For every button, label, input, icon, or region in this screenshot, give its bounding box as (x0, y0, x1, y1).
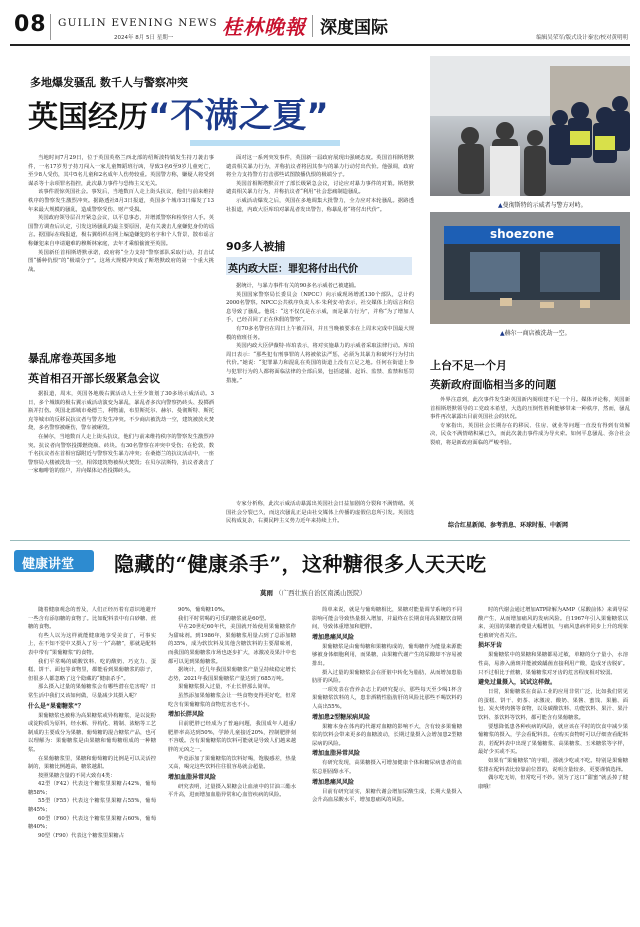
headline-quote: “不满之夏” (148, 96, 329, 136)
subheading: 增加患痛风风险 (312, 778, 355, 786)
masthead (0, 0, 640, 48)
editor-credits: 编辑吴荣军/版式设计秦宏/校对黄明明 (536, 35, 628, 41)
paragraph: 如果有“果葡糖浆”的字眼，那就少吃或不吃。特别是果葡糖浆排在配料表比较靠前位置的，说明含量较多，更要谨慎选择。 (478, 757, 628, 773)
health-label-badge (14, 550, 94, 572)
paragraph: 英国首相斯塔默召开了部长级紧急会议，讨论应对暴力事件的对策。斯塔默谴责相关暴力行为，并称抗议者“利用”社会悲痛制造骚乱。 (226, 180, 414, 196)
subheading: 损坏牙齿 (478, 642, 503, 650)
paragraph: 偶尔吃无妨，但常吃可不妙。别为了这口“甜蜜”就丢掉了健康哦！ (478, 775, 628, 790)
subheading: 增加患痛风风险 (312, 633, 355, 641)
paragraph: 据统计，与暴力事件有关的90多名示威者已被逮捕。 (236, 283, 360, 289)
paragraph: 55型（F55）代表这个糖浆里果糖占55%，葡萄糖45%； (28, 798, 156, 814)
paragraph: 有些人以为这样就能健康地享受美食了，可事实上，在不知不觉中又摄入了另一个“高糖”，那就是配料表中带有“果葡糖浆”的食物。 (28, 632, 156, 656)
paragraph: 摄入过量的果葡糖浆会在肝脏中转化为脂肪，从而增加患脂肪肝的风险。 (312, 669, 462, 685)
subhead-riots: 暴乱席卷英国多地 (28, 352, 116, 365)
health-byline (260, 588, 366, 597)
health-column-4 (478, 606, 628, 918)
subheading: 增加患2型糖尿病风险 (312, 713, 371, 721)
logo-divider (312, 15, 313, 37)
headline-underline (190, 140, 340, 146)
headline-main: 英国经历 (28, 100, 148, 135)
page-number: 08 (14, 12, 47, 37)
paragraph: 英国国家警察局长委员会（NPCC）向示威现场增派130个部队，总计约2000名警察。NPCC公共秩序负责人本·朱利安·哈表示，社交媒体上的谣言和信息导致了骚乱。他说：“这不仅仅是在示威，而是暴力行为”，并称“为了增加人手，已经召回了正在休假的警察”。 (226, 291, 414, 324)
paragraph: 专家指出，英国社会长期存在的移民、住房、就业等问题一直没有得到有效解决，民众不满情绪积累已久，而此次袭击事件成为导火索。如何平息骚乱、弥合社会裂痕，将是新政府面临的严峻考验。 (430, 422, 630, 446)
photo2-caption-text: 赫尔一商店被洗劫一空。 (504, 330, 571, 337)
caption-arrow-icon: ▲ (500, 330, 505, 337)
paragraph: 外界注意到，此次事件发生距英国新内阁组建不足一个月。媒体评论称，英国新首相斯塔默领导的工党政本希望，大选的压倒性胜利能够带来一种秩序，然而，骚乱事件再次暴露出目前英国社会的状况。 (430, 397, 630, 421)
lead-headline (28, 96, 329, 138)
issue-date: 2024年 8月 5日 星期一 (114, 35, 174, 41)
caption-arrow-icon: ▲ (498, 202, 503, 209)
subheading: 什么是“果葡糖浆”？ (28, 702, 84, 710)
lead-column-1b (28, 390, 214, 558)
health-column-3 (312, 606, 462, 918)
paragraph: 我们平时常喝的可乐的糖浆就是60型。 (178, 615, 270, 622)
paragraph: 果糖本身在体内的代谢对血糖的影响不大，含有较多果葡糖浆的饮料会带来更多的血糖波动，长期过量摄入会增加患2型糖尿病的风险。 (312, 723, 462, 747)
masthead-rule (10, 44, 630, 46)
paragraph: 要想降低患各种疾病的风险，就应该在平时的饮食中减少果葡糖浆的摄入，学会看配料表。在购买食物时可以仔细查看配料表，若配料表中出现了果葡糖浆、高果糖浆、玉米糖浆等字样，最好少买或不买。 (478, 723, 628, 756)
paragraph: 有研究发现，高果糖摄入可增加健康个体和糖尿病患者的血浆总胆固醇水平。 (312, 760, 462, 775)
subhead-new-government-b: 英新政府面临相当多的问题 (430, 379, 556, 391)
subhead-arrests: 90多人被捕 (226, 240, 286, 253)
paragraph: 当地时间7月29日，位于英国英格兰西北部的绍斯波特镇发生持刀袭击事件，一名17岁男子持刀闯入一家儿童舞蹈班行凶，导致3名6至9岁儿童死亡，至少8人受伤，其中5名儿童和2名成年人伤势较重。英国警方称，嫌疑人将受到谋杀等十余项罪名指控，此次暴力事件与恐怖主义无关。 (28, 155, 214, 187)
paragraph: 日常，果葡糖浆在食品工业的应用非常广泛，比如我们常见的蛋糕、饼干、奶茶、冰激凌、酸奶、果酱、蜜饯、果脯、面包、炭火烤肉酱等食物，以及碳酸饮料、功能饮料、果汁、果汁饮料、茶饮料等饮料，都可能含有果葡糖浆。 (478, 689, 628, 721)
masthead-divider (50, 14, 51, 40)
paragraph: 果葡糖浆摄入过量，不止长胖那么简单。 (178, 684, 274, 691)
paragraph: 目前有研究证实，果糖代谢会增加尿酸生成，长期大量摄入会升高血尿酸水平，增加患痛风的风险。 (312, 788, 462, 804)
storefront-sign: shoezone (490, 227, 554, 241)
photo-hull-store (430, 212, 630, 324)
paragraph: 据报道，周末，英国各地极右翼活动人士至少策划了30多场示威活动。3日，多个城镇的极右翼示威活动演变为暴乱，暴乱者多次向警察扔砖头、投掷酒瓶并打伤。英国北部城市桑德兰，利物浦，布里斯托尔、赫尔、曼彻斯特、斯托克等城市的反移民抗议者与警方发生冲突。不少商店被洗劫一空，建筑被放火焚烧，多名警察被砸伤，警车被砸毁。 (28, 391, 214, 432)
health-headline: 隐藏的“健康杀手”，这种糖很多人天天吃 (114, 552, 487, 576)
paragraph: 果葡糖浆中的果糖和果糖都易过敏，单糖的分子量小，水溶性高，易渗入菌斑并能被致龋菌直接利用产酸，造成牙齿脱矿。只不过相比于蔗糖，果葡糖浆对牙齿的危害程度相对较弱。 (478, 652, 628, 676)
subheading: 增加血脂异常风险 (168, 773, 217, 781)
paragraph: 专家分析称，此次示威活动暴露出英国社会日益加剧的分裂和不满情绪。英国社会分裂已久，而这次骚乱正是由社交媒体上传播的虚假信息所引发。英国选民构成复杂，右翼民粹主义势力近年来持续上升。 (226, 501, 414, 525)
paragraph: 简单来说，就是与葡萄糖相比，果糖对能量调节系统的不同影响可能会导致热量摄入增加，并最终在长期食用高果糖饮食期间，导致体重增加和肥胖。 (312, 607, 462, 631)
paragraph: 果葡糖浆也被称为高果糖浆或异构糖浆，是以淀粉或淀粉质为原料，经水解、异构化、精制、浓缩等工艺制成的主要成分为果糖、葡萄糖的混合糖浆产品，也可以理解为：果葡糖浆是由果糖和葡萄糖组成的一种糖浆。 (28, 712, 156, 753)
paragraph: 时的代谢会通过增加ATP降解为AMP（尿酸前体）来调导尿酸产生，从而增加痛风的发病风险。自1967年引入果葡糖浆以来，美国的果糖消费量大幅增加，与痛风患病率同步上升的现象也被研究者关注。 (478, 607, 628, 639)
health-label: 健康讲堂 (22, 557, 75, 572)
photo2-caption (500, 328, 571, 337)
paragraph: 在果葡糖浆里，果糖和葡萄糖的比例是可以灵活控制的，果糖比例越高，糖浆越甜。 (28, 755, 156, 771)
health-column-1 (28, 606, 156, 918)
news-sources: 综合红星新闻、参考消息、环球时报、中新网 (448, 522, 569, 529)
lead-column-2b (226, 282, 414, 500)
paragraph: 有70多名警官在周日上午被召回，并且当晚被要求在上周末完成中国最大规模的值班任务。 (226, 325, 414, 341)
subhead-home-secretary-text: 英内政大臣：罪犯将付出代价 (228, 264, 358, 275)
section-divider (10, 540, 630, 541)
lead-column-1 (28, 154, 214, 344)
paragraph: 90型（F90）代表这个糖浆里果糖占 (38, 832, 125, 839)
subheading: 避免过量摄入，试试这样做。 (478, 679, 557, 687)
health-column-2 (168, 606, 296, 918)
paper-logo: 桂林晚報 (222, 15, 306, 39)
paragraph: 42型（F42）代表这个糖浆里果糖占42%，葡萄糖58%； (28, 781, 156, 796)
paragraph: 在赫尔，当地数百人走上街头抗议，他们与前来维持秩序的警察发生激烈冲突。抗议者向警察投掷燃烧瓶、砖块。有30名警察在冲突中受伤；在伦敦，数千名抗议者在首相官邸附近与警察发生暴力冲突；在桑德兰的抗议活动中，一座警察局大楼被洗劫一空，相邻建筑物被纵火焚毁；在贝尔法斯特，抗议者袭击了一家咖啡馆的窗户，并向媒体记者投掷砖头。 (28, 433, 214, 475)
byline-org: （广西壮族自治区南溪山医院） (275, 589, 367, 597)
paragraph: 英国新任首相斯塔默承诺，政府将“全力支持”警察部队采取行动，打击试图“播种仇恨”的“极端分子”。这场大规模冲突成了斯塔默政府的第一个重大挑战。 (28, 249, 214, 273)
byline-author: 莫雨 (260, 589, 273, 597)
paragraph: 该事件震惊英国社会。事发后，当地数百人走上街头抗议，他们与前来维持秩序的警察发生激烈冲突。据路透社8月3日报道，英国多个城市3日爆发了13年来最大规模的骚乱，造成警察受伤、财产受损。 (28, 189, 214, 213)
paragraph: 英国内政大臣伊薇特·库珀表示，将对实施暴力的示威者采取法律行动。库珀周日表示：“那些犯有刑事罪的人将被依法严惩，必须为其暴力和破坏行为付出代价。”她说：“犯罪暴力和混乱在英国的街道上没有立足之地。任何在街道上参与犯罪行为的人都将面临法律的全部后果，包括逮捕、起诉、监禁、监禁和惩罚措施。” (226, 343, 414, 384)
riot-police-image (430, 56, 630, 196)
subhead-home-secretary (226, 257, 412, 275)
photo1-caption-text: 曼彻斯特的示威者与警方对峙。 (502, 202, 587, 209)
paragraph: 90%，葡萄糖10%。 (178, 607, 229, 613)
photo1-caption (498, 200, 587, 209)
paragraph: 研究表明，过量摄入果糖会让血液中的甘油三酯水平升高，进而增加血脂异常和心血管疾病的风险。 (168, 783, 296, 799)
paragraph: 那么摄入过量的果葡糖浆会有哪些潜在危害呢？日常生活中我们又该如何做，尽量减少其摄入呢？ (28, 684, 156, 699)
paragraph: 目前肥胖已经成为了普遍问题，我国成年人超重/肥胖率高达到50%，学龄儿童接近20%，控制肥胖刻不容缓。含有果葡糖浆的饮料可能就是导致人们越来越胖的元凶之一。 (168, 721, 296, 753)
photo-manchester-clash (430, 56, 630, 196)
section-title: 深度国际 (320, 18, 388, 38)
health-banner (14, 546, 630, 586)
paragraph: 随着健康观念的普及，人们正经历着有意识地避开一些含有添加糖的食物了。比如配料表中有白砂糖、蔗糖的食物。 (28, 607, 156, 631)
paper-english-name: GUILIN EVENING NEWS (58, 17, 218, 29)
paragraph: 据统计，近几年我国果葡糖浆产量呈持续稳定增长态势，2021年我国果葡糖浆产量达到了685万吨。 (168, 667, 296, 682)
paragraph: 一项发表在营养杂志上的研究提示，那些每天至少喝1杯含果葡糖浆饮料的人，患非酒精性脂肪肝的风险比那些不喝饮料的人高出55%。 (312, 686, 462, 710)
paragraph: 示威活动爆发之后，英国在多地调集大批警力，全力应对本轮骚乱。据路透社报道，内政大臣库珀对暴乱者发出警告，称暴乱者“将付出代价”。 (226, 197, 414, 213)
lead-column-2 (226, 154, 414, 232)
paragraph: 我们平常喝的碳酸饮料、吃的酸奶、巧克力、蛋糕、饼干、面包等食物里，都能看到果葡糖浆的影子，但很多人都忽略了这个隐藏的“健康杀手”。 (28, 658, 156, 682)
paragraph: 果葡糖浆是由葡萄糖和果糖构成的，葡萄糖作为能量来源能够被身体细胞利用，而果糖，由果糖代谢产生的尿酸却不容易被排出。 (312, 643, 462, 667)
subhead-new-government: 上台不足一个月 (430, 359, 507, 372)
subhead-emergency: 英首相召开部长级紧急会议 (28, 372, 160, 385)
paragraph: 英国政府领导层召开紧急会议，以平息事态，并增派警察和检察官人手。英国警方调查后认定，引发这场骚乱的最主要原因，是有关袭击儿童嫌犯身份的谣言。据国际在线报道，极右翼组织在网上编造嫌犯的名字和个人背景，散布谣言称嫌犯来自申请避难的穆斯林家庭，去年才乘船偷渡至英国。 (28, 215, 214, 247)
paragraph: 面对这一系列突发事件，英国新一届政府展现出强硬态度。英国首相斯塔默谴责相关暴力行为，并称抗议者将因其参与的暴力行动付出代价。他强调，政府将全力支持警方打击那些试图散播仇恨的极端分子。 (226, 155, 414, 179)
paragraph: 按照果糖含量的不同大致有4类： (38, 772, 116, 779)
paragraph: 早在20世纪60年代，美国就开始使用果葡糖浆作为甜味剂。到1986年，果葡糖浆用量占到了总添加糖的35%，成为软饮料及其他含糖饮料的主要甜味剂，而我国的果葡糖浆市场也逐步扩大，冰激凌及果汁中也都可以见到果葡糖浆。 (168, 624, 296, 665)
paragraph: 毕竟添加了果葡糖浆的饮料好喝，饱腹感差，热量又高，喝完这些饮料往往很容易就会超量。 (168, 755, 296, 771)
paragraph: 虽然添加果葡糖浆会让一些食物变得更好吃，但常吃含有果葡糖浆的食物危害也不小。 (168, 692, 296, 708)
subheading: 增加长胖风险 (168, 711, 205, 719)
lead-column-3 (430, 396, 630, 512)
subheading: 增加血脂异常风险 (312, 750, 361, 758)
lead-kicker: 多地爆发骚乱 数千人与警察冲突 (30, 76, 188, 89)
paragraph: 60型（F60）代表这个糖浆里果糖占60%，葡萄糖40%； (28, 815, 156, 831)
